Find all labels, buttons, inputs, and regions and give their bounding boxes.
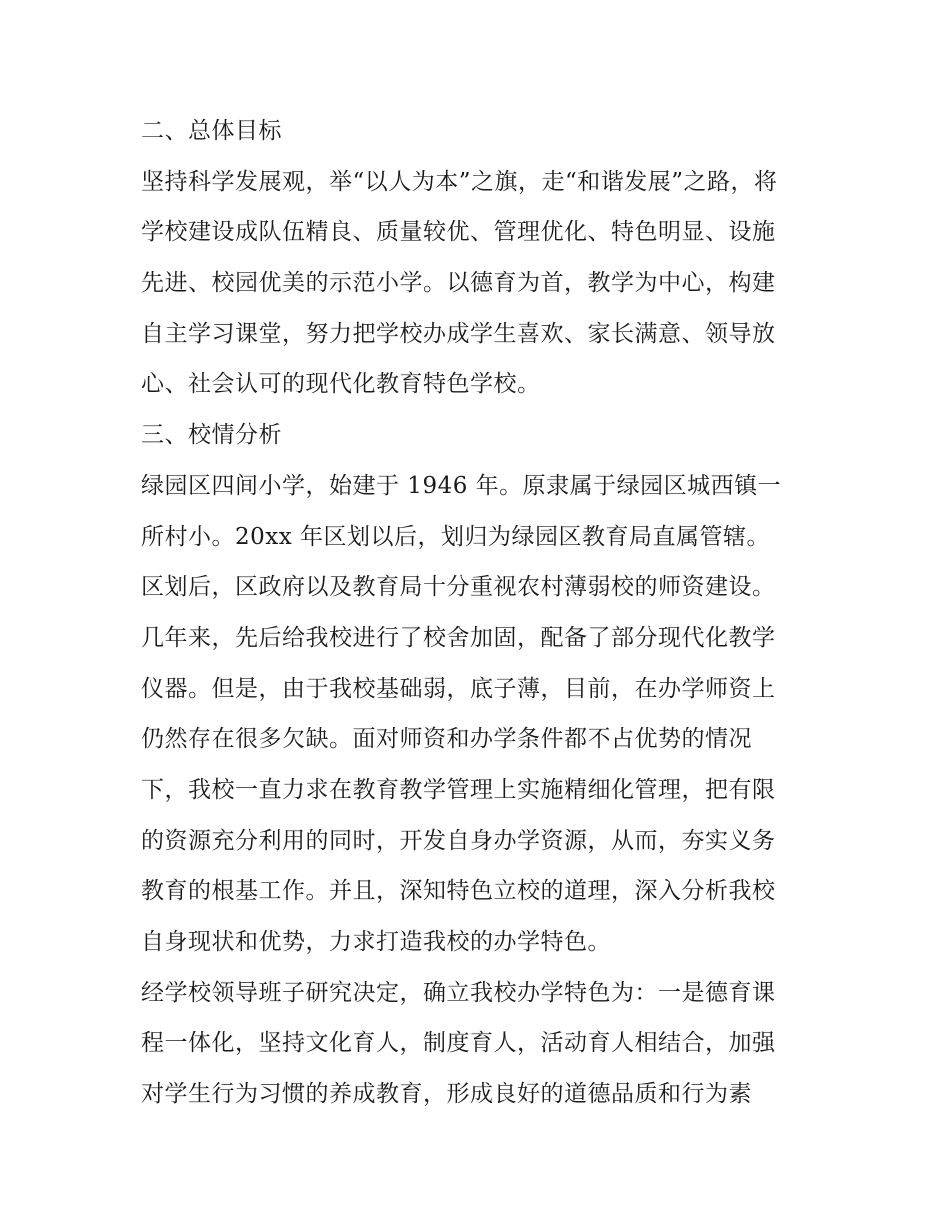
paragraph-line: 程一体化，坚持文化育人，制度育人，活动育人相结合，加强 <box>141 1030 776 1057</box>
paragraph-line: 心、社会认可的现代化教育特色学校。 <box>141 371 541 398</box>
paragraph-line: 所村小。20xx 年区划以后，划归为绿园区教育局直属管辖。 <box>141 523 771 550</box>
paragraph-line: 绿园区四间小学，始建于 1946 年。原隶属于绿园区城西镇一 <box>141 472 782 499</box>
paragraph-line: 先进、校园优美的示范小学。以德育为首，教学为中心，构建 <box>141 270 776 297</box>
document-body <box>141 106 821 1120</box>
paragraph-line: 仍然存在很多欠缺。面对师资和办学条件都不占优势的情况 <box>141 726 752 753</box>
paragraph-line: 对学生行为习惯的养成教育，形成良好的道德品质和行为素 <box>141 1081 752 1108</box>
paragraph-line: 区划后，区政府以及教育局十分重视农村薄弱校的师资建设。 <box>141 574 776 601</box>
paragraph-line: 学校建设成队伍精良、质量较优、管理优化、特色明显、设施 <box>141 219 776 246</box>
paragraph-line: 自身现状和优势，力求打造我校的办学特色。 <box>141 929 611 955</box>
paragraph-line: 教育的根基工作。并且，深知特色立校的道理，深入分析我校 <box>141 878 776 905</box>
paragraph-line: 坚持科学发展观，举“以人为本”之旗，走“和谐发展”之路，将 <box>141 168 778 195</box>
paragraph-line: 下，我校一直力求在教育教学管理上实施精细化管理，把有限 <box>141 776 776 803</box>
paragraph-line: 仪器。但是，由于我校基础弱，底子薄，目前，在办学师资上 <box>141 675 776 702</box>
paragraph-line: 经学校领导班子研究决定，确立我校办学特色为：一是德育课 <box>141 979 776 1006</box>
paragraph-line: 几年来，先后给我校进行了校舍加固，配备了部分现代化教学 <box>141 624 776 651</box>
section-heading-overall-goal: 二、总体目标 <box>141 118 282 144</box>
paragraph-line: 的资源充分利用的同时，开发自身办学资源，从而，夯实义务 <box>141 827 776 854</box>
paragraph-line: 自主学习课堂，努力把学校办成学生喜欢、家长满意、领导放 <box>141 320 776 347</box>
section-heading-school-analysis: 三、校情分析 <box>141 422 282 449</box>
